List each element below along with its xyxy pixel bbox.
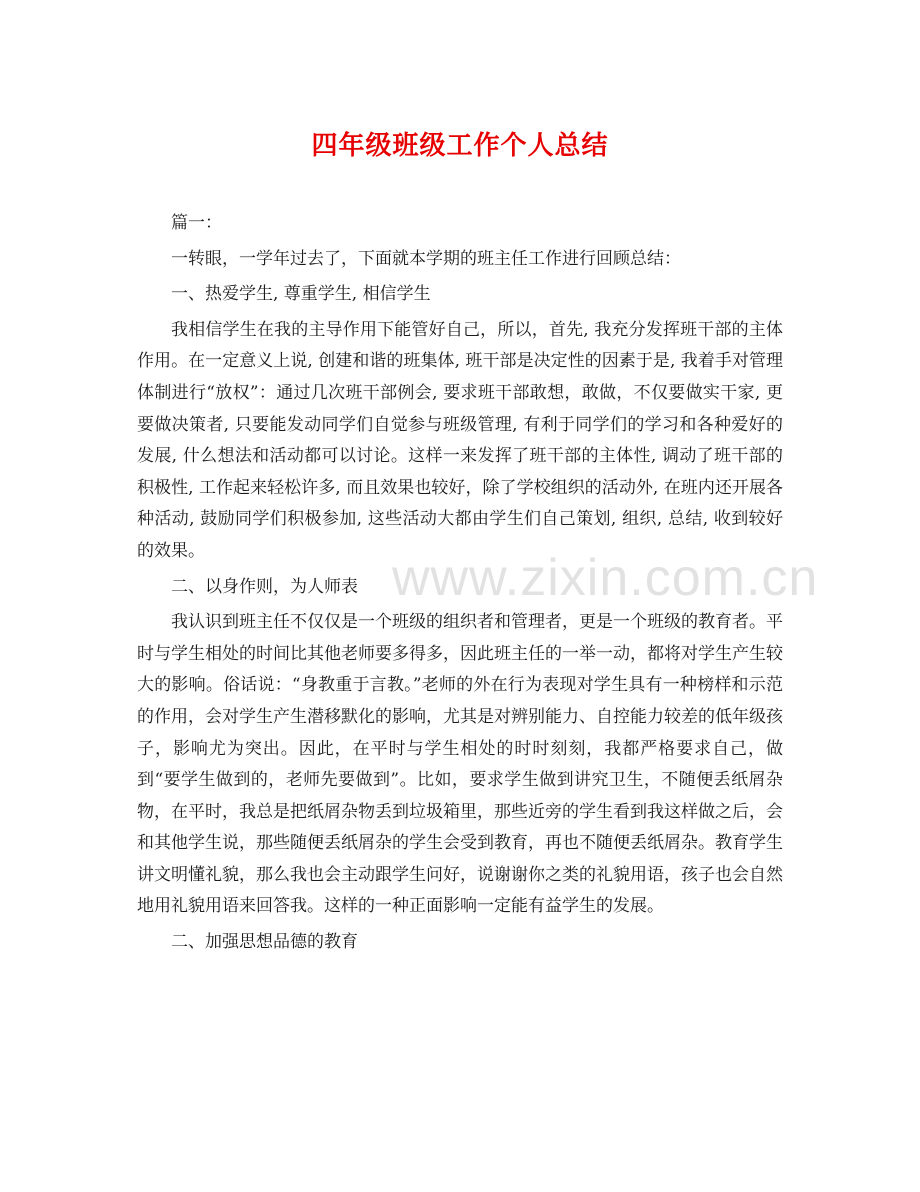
heading-1: 一、热爱学生, 尊重学生, 相信学生 (171, 284, 431, 305)
paragraph-2: 我认识到班主任不仅仅是一个班级的组织者和管理者，更是一个班级的教育者。平时与学生相处的时间比其他老师要多得多，因此班主任的一举一动，都将对学生产生较大的影响。俗话说：“身教重于言教。”老师的外在行为表现对学生具有一种榜样和示范的作用，会对学生产生潜移默化的影响，尤其是对辨别能力、自控能力较差的低年级孩子，影响尤为突出。因此，在平时与学生相处的时时刻刻，我都严格要求自己，做到“要学生做到的，老师先要做到”。比如，要求学生做到讲究卫生，不随便丢纸屑杂物，在平时，我总是把纸屑杂物丢到垃圾箱里，那些近旁的学生看到我这样做之后，会和其他学生说，那些随便丢纸屑杂的学生会受到教育，再也不随便丢纸屑杂。教育学生讲文明懂礼貌，那么我也会主动跟学生问好，说谢谢你之类的礼貌用语，孩子也会自然地用礼貌用语来回答我。这样的一种正面影响一定能有益学生的发展。 (137, 612, 783, 917)
heading-2: 二、以身作则，为人师表 (171, 576, 358, 597)
document-title: 四年级班级工作个人总结 (311, 131, 609, 161)
watermark: www.zixin.com.cn (392, 549, 819, 607)
section-label: 篇一： (171, 213, 222, 233)
paragraph-1: 我相信学生在我的主导作用下能管好自己，所以，首先, 我充分发挥班干部的主体作用。在一定意义上说, 创建和谐的班集体, 班干部是决定性的因素于是, 我着手对管理体制进行“放权”：通过几次班干部例会, 要求班干部敢想，敢做，不仅要做实干家, 更要做决策者, 只要能发动同学们自觉参与班级管理, 有利于同学们的学习和各种爱好的发展, 什么想法和活动都可以讨论。这样一来发挥了班干部的主体性, 调动了班干部的积极性, 工作起来轻松许多, 而且效果也较好，除了学校组织的活动外, 在班内还开展各种活动, 鼓励同学们积极参加, 这些活动大都由学生们自己策划, 组织, 总结, 收到较好的效果。 (137, 319, 783, 561)
heading-3: 二、加强思想品德的教育 (171, 932, 358, 953)
intro-paragraph: 一转眼，一学年过去了，下面就本学期的班主任工作进行回顾总结： (171, 248, 681, 269)
document-body (137, 208, 783, 959)
